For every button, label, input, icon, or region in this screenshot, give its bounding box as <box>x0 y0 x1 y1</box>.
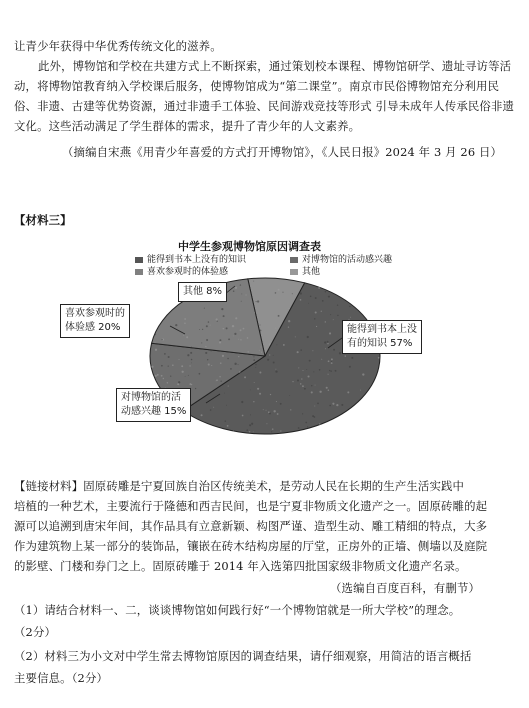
chart-title: 中学生参观博物馆原因调查表 <box>178 240 321 253</box>
callout-activities: 对博物馆的活 动感兴趣 15% <box>116 388 191 422</box>
question-1-score: （2分） <box>14 625 57 639</box>
legend-label: 能得到书本上没有的知识 <box>147 255 247 265</box>
callout-other: 其他 8% <box>178 282 227 302</box>
text-line: 动，将博物馆教育纳入学校课后服务，使博物馆成为“第二课堂”。南京市民俗博物馆充分利用民 <box>14 79 500 93</box>
text-line: 的影壁、门楼和券门之上。固原砖雕于 2014 年入选第四批国家级非物质文化遗产名录。 <box>14 559 467 573</box>
legend-label: 喜欢参观时的体验感 <box>147 267 229 277</box>
pie-chart <box>60 238 470 448</box>
callout-experience: 喜欢参观时的 体验感 20% <box>60 304 130 338</box>
text-line: 文化。这些活动满足了学生群体的需求，提升了青少年的人文素养。 <box>14 119 361 133</box>
section-heading: 【材料三】 <box>14 213 72 227</box>
source-note: （摘编自宋燕《用青少年喜爱的方式打开博物馆》，《人民日报》2024 年 3 月 26 日） <box>62 145 503 159</box>
text-line: 【链接材料】固原砖雕是宁夏回族自治区传统美术，是劳动人民在长期的生产生活实践中 <box>14 479 465 493</box>
text-line: 此外，博物馆和学校在共建方式上不断探索，通过策划校本课程、博物馆研学、遗址寻访等活 <box>38 59 512 73</box>
text-line: 培植的一种艺术，主要流行于隆德和西吉民间，也是宁夏非物质文化遗产之一。固原砖雕的起 <box>14 499 488 513</box>
question-1: （1）请结合材料一、二，谈谈博物馆如何践行好“一个博物馆就是一所大学校”的理念。 <box>14 603 461 617</box>
text-line: 作为建筑物上某一部分的装饰品，镶嵌在砖木结构房屋的厅堂，正房外的正墙、侧墙以及庭院 <box>14 539 488 553</box>
legend-label: 对博物馆的活动感兴趣 <box>302 255 393 265</box>
legend-label: 其他 <box>302 267 321 277</box>
text-line: 源可以追溯到唐宋年间，其作品具有立意新颖、构图严谨、造型生动、雕工精细的特点，大多 <box>14 519 488 533</box>
text-line: 俗、非遗、古建等优势资源，通过非遗手工体验、民间游戏竞技等形式 引导未成年人传承民俗非遗 <box>14 99 515 113</box>
question-2: （2）材料三为小文对中学生常去博物馆原因的调查结果，请仔细观察，用简洁的语言概括 <box>14 649 472 663</box>
question-2-score: 主要信息。（2分） <box>14 671 109 685</box>
source-note: （选编自百度百科，有删节） <box>330 581 481 595</box>
text-line: 让青少年获得中华优秀传统文化的滋养。 <box>14 39 222 53</box>
callout-knowledge: 能得到书本上没 有的知识 57% <box>342 320 422 354</box>
